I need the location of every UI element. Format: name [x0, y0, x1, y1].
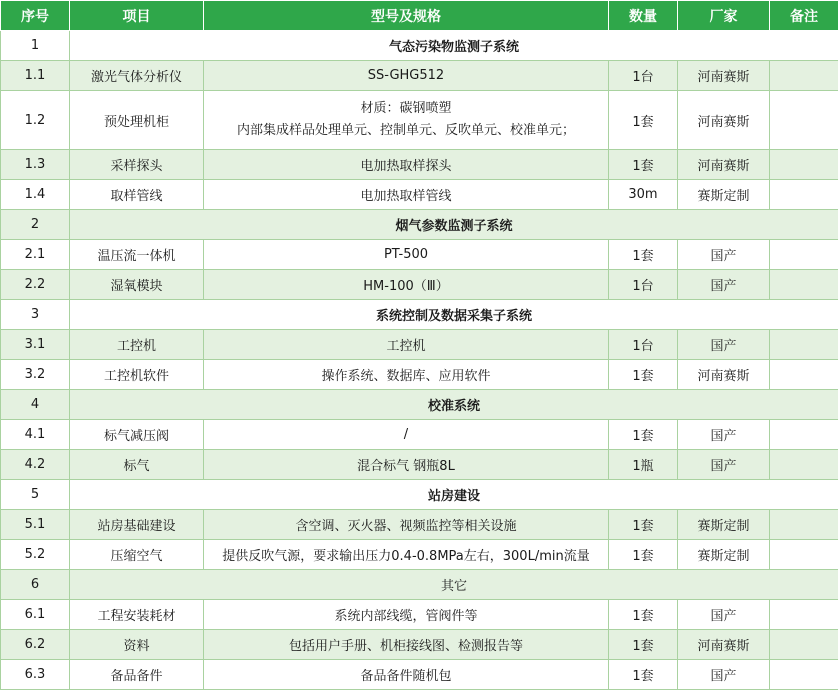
cell-qty: 1台 — [609, 330, 678, 360]
section-row — [1, 480, 838, 510]
cell-spec: 电加热取样探头 — [204, 150, 609, 180]
cell-item: 湿氧模块 — [70, 270, 204, 300]
table-row — [1, 450, 838, 480]
cell-item: 取样管线 — [70, 180, 204, 210]
cell-qty: 1套 — [609, 540, 678, 570]
cell-maker: 河南赛斯 — [678, 360, 770, 390]
section-no: 5 — [1, 480, 70, 510]
cell-qty: 1套 — [609, 91, 678, 150]
cell-qty: 1套 — [609, 600, 678, 630]
header-maker: 厂家 — [678, 1, 770, 31]
cell-qty: 1瓶 — [609, 450, 678, 480]
section-title: 烟气参数监测子系统 — [70, 210, 838, 240]
cell-spec: 包括用户手册、机柜接线图、检测报告等 — [204, 630, 609, 660]
table-row — [1, 600, 838, 630]
cell-qty: 1台 — [609, 61, 678, 91]
cell-spec: 提供反吹气源，要求输出压力0.4-0.8MPa左右，300L/min流量 — [204, 540, 609, 570]
cell-no: 5.2 — [1, 540, 70, 570]
cell-note — [770, 630, 838, 660]
header-no: 序号 — [1, 1, 70, 31]
cell-spec — [204, 91, 609, 150]
table-row — [1, 630, 838, 660]
cell-no: 1.3 — [1, 150, 70, 180]
section-row — [1, 570, 838, 600]
table-row — [1, 420, 838, 450]
cell-maker: 国产 — [678, 660, 770, 690]
cell-qty: 30m — [609, 180, 678, 210]
cell-qty: 1台 — [609, 270, 678, 300]
cell-maker: 国产 — [678, 600, 770, 630]
section-row — [1, 31, 838, 61]
cell-maker: 赛斯定制 — [678, 540, 770, 570]
cell-qty: 1套 — [609, 630, 678, 660]
cell-no: 6.3 — [1, 660, 70, 690]
table-header-row — [1, 1, 838, 31]
cell-no: 2.1 — [1, 240, 70, 270]
table-row — [1, 510, 838, 540]
cell-no: 3.2 — [1, 360, 70, 390]
cell-maker: 国产 — [678, 420, 770, 450]
table-row — [1, 330, 838, 360]
header-note: 备注 — [770, 1, 838, 31]
table-row — [1, 540, 838, 570]
section-row — [1, 390, 838, 420]
cell-maker: 河南赛斯 — [678, 630, 770, 660]
cell-item: 站房基础建设 — [70, 510, 204, 540]
section-no: 6 — [1, 570, 70, 600]
cell-spec: / — [204, 420, 609, 450]
cell-note — [770, 150, 838, 180]
cell-qty: 1套 — [609, 150, 678, 180]
table-row — [1, 660, 838, 690]
cell-no: 1.4 — [1, 180, 70, 210]
table-row — [1, 180, 838, 210]
cell-note — [770, 270, 838, 300]
header-item: 项目 — [70, 1, 204, 31]
section-title: 其它 — [70, 570, 838, 600]
cell-note — [770, 540, 838, 570]
cell-maker: 河南赛斯 — [678, 61, 770, 91]
header-spec: 型号及规格 — [204, 1, 609, 31]
cell-item: 工控机软件 — [70, 360, 204, 390]
cell-no: 3.1 — [1, 330, 70, 360]
cell-no: 1.1 — [1, 61, 70, 91]
cell-maker: 国产 — [678, 270, 770, 300]
cell-item: 激光气体分析仪 — [70, 61, 204, 91]
cell-maker: 国产 — [678, 330, 770, 360]
cell-note — [770, 61, 838, 91]
cell-no: 5.1 — [1, 510, 70, 540]
cell-spec: 操作系统、数据库、应用软件 — [204, 360, 609, 390]
cell-maker: 国产 — [678, 240, 770, 270]
cell-note — [770, 510, 838, 540]
cell-note — [770, 450, 838, 480]
cell-maker: 赛斯定制 — [678, 180, 770, 210]
section-no: 2 — [1, 210, 70, 240]
section-row — [1, 300, 838, 330]
cell-note — [770, 240, 838, 270]
cell-spec: 含空调、灭火器、视频监控等相关设施 — [204, 510, 609, 540]
cell-qty: 1套 — [609, 360, 678, 390]
cell-maker: 河南赛斯 — [678, 91, 770, 150]
cell-spec: 工控机 — [204, 330, 609, 360]
cell-qty: 1套 — [609, 660, 678, 690]
section-title: 校准系统 — [70, 390, 838, 420]
cell-note — [770, 330, 838, 360]
cell-note — [770, 360, 838, 390]
cell-qty: 1套 — [609, 240, 678, 270]
cell-spec-line-1: 材质：碳钢喷塑 — [360, 101, 452, 116]
cell-item: 温压流一体机 — [70, 240, 204, 270]
cell-no: 2.2 — [1, 270, 70, 300]
table-row — [1, 91, 838, 150]
cell-maker: 国产 — [678, 450, 770, 480]
cell-spec: 系统内部线缆，管阀件等 — [204, 600, 609, 630]
section-title: 气态污染物监测子系统 — [70, 31, 838, 61]
cell-item: 备品备件 — [70, 660, 204, 690]
cell-maker: 赛斯定制 — [678, 510, 770, 540]
cell-item: 预处理机柜 — [70, 91, 204, 150]
cell-note — [770, 180, 838, 210]
section-no: 3 — [1, 300, 70, 330]
cell-item: 压缩空气 — [70, 540, 204, 570]
cell-no: 6.1 — [1, 600, 70, 630]
cell-item: 标气 — [70, 450, 204, 480]
cell-spec: 电加热取样管线 — [204, 180, 609, 210]
section-title: 系统控制及数据采集子系统 — [70, 300, 838, 330]
cell-spec: HM-100（Ⅲ） — [204, 270, 609, 300]
table-row — [1, 240, 838, 270]
section-no: 4 — [1, 390, 70, 420]
cell-spec: PT-500 — [204, 240, 609, 270]
cell-note — [770, 660, 838, 690]
cell-qty: 1套 — [609, 420, 678, 450]
cell-note — [770, 600, 838, 630]
cell-item: 标气减压阀 — [70, 420, 204, 450]
table-row — [1, 270, 838, 300]
cell-note — [770, 420, 838, 450]
header-qty: 数量 — [609, 1, 678, 31]
table-row — [1, 61, 838, 91]
cell-no: 4.2 — [1, 450, 70, 480]
cell-note — [770, 91, 838, 150]
cell-item: 工控机 — [70, 330, 204, 360]
table-row — [1, 150, 838, 180]
cell-maker: 河南赛斯 — [678, 150, 770, 180]
table-row — [1, 360, 838, 390]
cell-qty: 1套 — [609, 510, 678, 540]
cell-item: 工程安装耗材 — [70, 600, 204, 630]
cell-spec-line-2: 内部集成样品处理单元、控制单元、反吹单元、校准单元； — [236, 123, 575, 138]
cell-spec: 混合标气 钢瓶8L — [204, 450, 609, 480]
section-title: 站房建设 — [70, 480, 838, 510]
cell-spec: 备品备件随机包 — [204, 660, 609, 690]
cell-item: 采样探头 — [70, 150, 204, 180]
cell-no: 4.1 — [1, 420, 70, 450]
cell-item: 资料 — [70, 630, 204, 660]
section-no: 1 — [1, 31, 70, 61]
cell-no: 6.2 — [1, 630, 70, 660]
section-row — [1, 210, 838, 240]
cell-spec: SS-GHG512 — [204, 61, 609, 91]
cell-no: 1.2 — [1, 91, 70, 150]
